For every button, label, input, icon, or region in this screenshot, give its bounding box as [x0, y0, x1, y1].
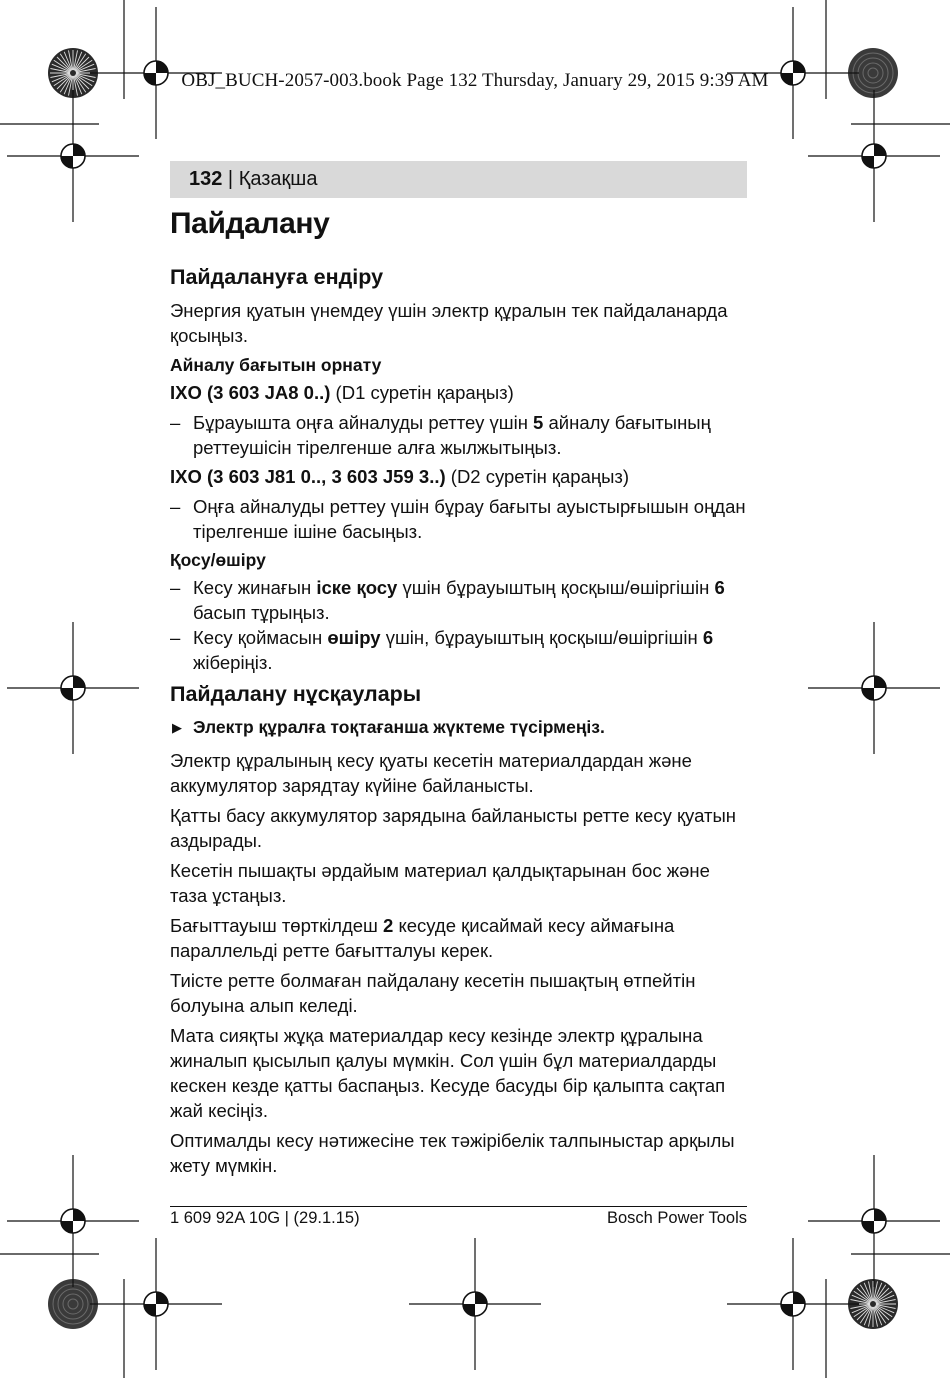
section-heading-startup: Пайдалануға ендіру: [170, 265, 384, 289]
list-item: [170, 575, 750, 625]
book-file-header: OBJ_BUCH-2057-003.book Page 132 Thursday, January 29, 2015 9:39 AM: [181, 70, 769, 91]
paragraph: Қатты басу аккумулятор зарядына байланысты ретте кесу қуатын аздырады.: [170, 805, 736, 851]
emphasis: іске қосу: [316, 577, 398, 598]
text-run: үшін бұрауыштың қосқыш/өшіргішін: [397, 577, 715, 598]
part-number: 2: [383, 915, 394, 936]
page-bar-separator: |: [222, 168, 239, 190]
part-number: 5: [533, 412, 544, 433]
text-run: жіберіңіз.: [193, 652, 273, 673]
model2-name: IXO (3 603 J81 0.., 3 603 J59 3..): [170, 466, 446, 487]
text-run: Кесу жинағын: [193, 577, 317, 598]
page-content: [170, 204, 750, 1183]
model1-name: IXO (3 603 JA8 0..): [170, 382, 331, 403]
page-header-bar: [170, 161, 747, 198]
startup-intro: Энергия қуатын үнемдеу үшін электр құралын тек пайдаланарда қосыңыз.: [170, 300, 728, 346]
list-item: [170, 625, 750, 675]
rotation-heading: Айналу бағытын орнату: [170, 355, 382, 375]
text-run: басып тұрыңыз.: [193, 602, 330, 623]
paragraph: Электр құралының кесу қуаты кесетін материалдардан және аккумулятор зарядтау күйіне байланысты.: [170, 750, 692, 796]
footer-brand: Bosch Power Tools: [606, 1209, 747, 1227]
model2-line: [170, 464, 750, 489]
paragraph: [170, 913, 750, 963]
model1-line: [170, 380, 750, 405]
emphasis: өшіру: [327, 627, 381, 648]
paragraph: Кесетін пышақты әрдайым материал қалдықтарынан бос және таза ұстаңыз.: [170, 860, 710, 906]
paragraph: Мата сияқты жұқа материалдар кесу кезінде электр құралына жиналып қысылып қалуы мүмкін. Сол үшін бұл материалдарды кескен кезде қатты баспаңыз. Кесуде басуды бір қалыпта сақтап жай кесіңіз.: [170, 1025, 726, 1121]
page-number: 132: [189, 168, 223, 190]
part-number: 6: [714, 577, 725, 598]
onoff-heading: Қосу/өшіру: [170, 550, 266, 570]
text-run: Кесу қоймасын: [193, 627, 328, 648]
onoff-list: [170, 575, 750, 675]
part-number: 6: [702, 627, 714, 648]
list-item: – Оңға айналуды реттеу үшін бұрау бағыты ауыстырғышын оңдан тірелгенше ішіне басыңыз.: [170, 494, 750, 544]
text-run: Бағыттауыш төрткілдеш: [170, 915, 384, 936]
footer-document-id: 1 609 92A 10G | (29.1.15): [170, 1209, 360, 1227]
model2-figure-ref: (D2 суретін қараңыз): [445, 466, 630, 487]
model1-figure-ref: (D1 суретін қараңыз): [330, 382, 514, 403]
footer-divider: [170, 1206, 747, 1207]
text-run: үшін, бұрауыштың қосқыш/өшіргішін: [380, 627, 703, 648]
text-run: кесуде қисаймай кесу аймағына параллельді ретте бағытталуы керек.: [170, 915, 675, 961]
paragraph: Тиісте ретте болмаған пайдалану кесетін пышақтың өтпейтін болуына алып келеді.: [170, 970, 696, 1016]
model2-list: [170, 494, 750, 544]
list-item: [170, 410, 750, 460]
model1-list: [170, 410, 750, 460]
paragraph: Оптималды кесу нәтижесіне тек тәжірібелік талпыныстар арқылы жету мүмкін.: [170, 1130, 735, 1176]
text-run: айналу бағытының реттеушісін тірелгенше алға жылжытыңыз.: [193, 412, 711, 458]
text-run: Бұрауышта оңға айналуды реттеу үшін: [193, 412, 534, 433]
warning-note: ▶ Электр құралға тоқтағанша жүктеме түсірмеңіз.: [170, 715, 750, 740]
page-language: Қазақша: [238, 168, 318, 190]
page-title: Пайдалану: [170, 207, 330, 240]
section-heading-instructions: Пайдалану нұсқаулары: [170, 682, 422, 706]
